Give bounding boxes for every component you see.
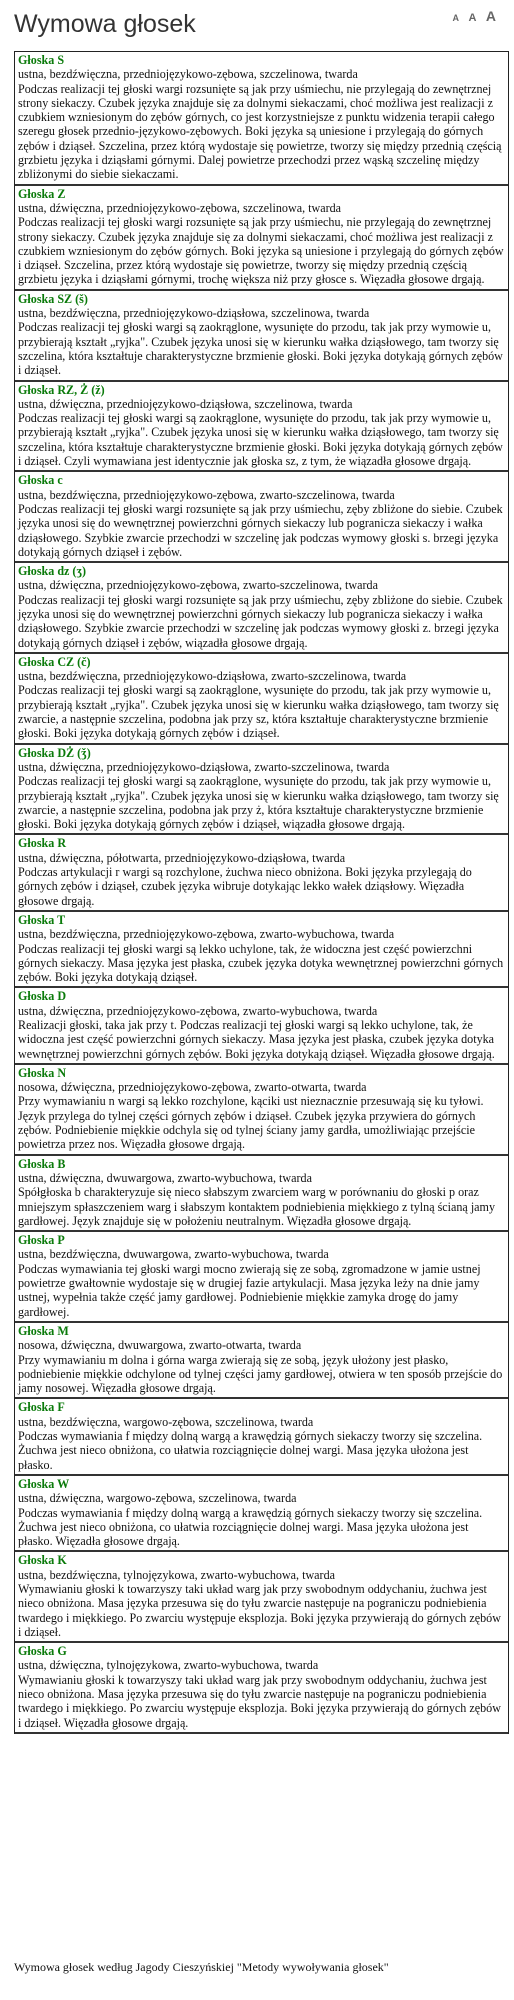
phoneme-description: Podczas realizacji tej głoski wargi są zaokrąglone, wysunięte do przodu, tak jak przy wymowie u, przybierają kształt „ryjka". Czubek języka unosi się w kierunku wałka dziąsłowego, tam tworzy się zwarcie, a następnie szczelina, podobna jak przy sz, która kształtuje charakterystyczne brzmienie głoski. Boki języka dotykają górnych zębów i dziąseł. [18, 683, 499, 741]
phoneme-classification: ustna, bezdźwięczna, przedniojęzykowo-dziąsłowa, szczelinowa, twarda [18, 306, 370, 321]
phoneme-name: Głoska c [18, 473, 63, 488]
phoneme-card [15, 1399, 508, 1475]
phoneme-card [15, 1232, 508, 1323]
phoneme-name: Głoska N [18, 1065, 67, 1080]
font-size-controls [448, 8, 496, 26]
phoneme-card [15, 52, 508, 186]
phoneme-classification: ustna, bezdźwięczna, przedniojęzykowo-zębowa, szczelinowa, twarda [18, 67, 358, 82]
phoneme-classification: ustna, dźwięczna, przedniojęzykowo-zębowa, szczelinowa, twarda [18, 200, 342, 215]
font-size-small-button[interactable]: A [452, 13, 460, 23]
phoneme-classification: ustna, bezdźwięczna, przedniojęzykowo-zębowa, zwarto-wybuchowa, twarda [18, 927, 395, 942]
phoneme-card [15, 745, 508, 836]
font-size-large-button[interactable]: A [485, 8, 496, 24]
phoneme-card [15, 1323, 508, 1399]
phoneme-description: Podczas realizacji tej głoski wargi rozsunięte są jak przy uśmiechu, zęby zbliżone do siebie. Czubek języka unosi się do wewnętrznej powierzchni górnych siekaczy lub pogranicza siekaczy i wałka dziąsłowego. Szybkie zwarcie przechodzi w szczelinę jak podczas wymowy głoski s. brzegi języka dotykają górnych dziąseł i zębów. [18, 501, 503, 559]
phoneme-description: Wymawianiu głoski k towarzyszy taki układ warg jak przy swobodnym oddychaniu, żuchwa jest nieco obniżona. Masa języka przesuwa się do tyłu zwarcie następuje na pograniczu podniebienia twardego i miękkiego. Po zwarciu występuje eksplozja. Boki języka przywierają do górnych zębów i dziąseł. Więzadła głosowe drgają. [18, 1672, 501, 1730]
phoneme-name: Głoska D [18, 989, 67, 1004]
phoneme-classification: ustna, bezdźwięczna, tylnojęzykowa, zwarto-wybuchowa, twarda [18, 1567, 335, 1582]
phoneme-description: Podczas realizacji tej głoski wargi rozsunięte są jak przy uśmiechu, zęby zbliżone do siebie. Czubek języka unosi się do wewnętrznej powierzchni górnych siekaczy lub pogranicza siekaczy i wałka dziąsłowego. Szybkie zwarcie przechodzi w szczelinę jak podczas wymowy głoski z. brzegi języka dotykają górnych dziąseł i zębów, wiązadła głosowe drgają. [18, 592, 503, 650]
phoneme-name: Głoska G [18, 1644, 67, 1659]
page-footer: Wymowa głosek według Jagody Cieszyńskiej "Metody wywoływania głosek" [14, 1960, 389, 1974]
phoneme-description: Podczas realizacji tej głoski wargi są zaokrąglone, wysunięte do przodu, tak jak przy wymowie u, przybierają kształt „ryjka". Czubek języka unosi się w kierunku wałka dziąsłowego, tam tworzy się szczelina, która kształtuje charakterystyczne brzmienie głoski. Boki języka dotykają górnych zębów i dziąseł. [18, 320, 503, 378]
phoneme-classification: ustna, bezdźwięczna, dwuwargowa, zwarto-wybuchowa, twarda [18, 1247, 329, 1262]
phoneme-name: Głoska RZ, Ż (ž) [18, 382, 105, 397]
phoneme-card [15, 186, 508, 291]
phoneme-name: Głoska W [18, 1476, 70, 1491]
phoneme-classification: ustna, dźwięczna, przedniojęzykowo-zębowa, zwarto-szczelinowa, twarda [18, 578, 378, 593]
phoneme-description: Podczas wymawiania f między dolną wargą a krawędzią górnych siekaczy tworzy się szczelina. Żuchwa jest nieco obniżona, co ułatwia rozciągnięcie dolnej wargi. Masa języka ułożona jest płasko. [18, 1429, 483, 1472]
phoneme-classification: ustna, dźwięczna, przedniojęzykowo-dziąsłowa, zwarto-szczelinowa, twarda [18, 759, 390, 774]
phoneme-classification: ustna, dźwięczna, wargowo-zębowa, szczelinowa, twarda [18, 1491, 297, 1506]
phoneme-classification: nosowa, dźwięczna, przedniojęzykowo-zębowa, zwarto-otwarta, twarda [18, 1080, 367, 1095]
phoneme-card [15, 472, 508, 563]
phoneme-description: Podczas realizacji tej głoski wargi są zaokrąglone, wysunięte do przodu, tak jak przy wymowie u, przybierają kształt „ryjka". Czubek języka unosi się w kierunku wałka dziąsłowego, tam tworzy się szczelina, która kształtuje charakterystyczne brzmienie głoski. Boki języka dotykają górnych zębów i dziąseł. Czyli wymawiana jest identycznie jak głoska sz, z tym, że wiązadła głosowe drgają. [18, 411, 503, 469]
phoneme-card [15, 835, 508, 911]
page-title: Wymowa głosek [14, 10, 196, 38]
phoneme-card [15, 1065, 508, 1156]
phoneme-name: Głoska B [18, 1156, 66, 1171]
phoneme-description: Podczas realizacji tej głoski wargi rozsunięte są jak przy uśmiechu, nie przylegają do zewnętrznej strony siekaczy. Czubek języka znajduje się za dolnymi siekaczami, choć możliwa jest realizacji z czubkiem wzniesionym do zębów górnych, co jest korzystniejsze z punktu widzenia terapii całego szeregu głosek przednio-językowo-zębowych. Boki języka są uniesione i przylegają do górnych zębów i dziąseł. Szczelina, przez którą wydostaje się powietrze, tworzy się między przednią częścią grzbietu języka i dziąsłami górnymi. Dalej powietrze przechodzi przez wąską szczelinę między zbliżonymi do siebie siekaczami. [18, 81, 502, 182]
phoneme-name: Głoska Z [18, 186, 66, 201]
phoneme-description: Przy wymawianiu n wargi są lekko rozchylone, kąciki ust nieznacznie przesuwają się ku tyłowi. Język przylega do tylnej części górnych zębów i dziąseł. Czubek języka przywiera do górnych zębów. Podniebienie miękkie odchyla się od tylnej ściany jamy gardła, umożliwiając przejście powietrza przez nos. Więzadła głosowe drgają. [18, 1094, 484, 1152]
phoneme-description: Podczas realizacji tej głoski wargi są lekko uchylone, tak, że widoczna jest część powierzchni górnych siekaczy. Masa języka jest płaska, czubek języka dotyka wewnętrznej powierzchni górnych zębów. Boki języka dotykają dziąseł. [18, 941, 504, 985]
phoneme-classification: ustna, bezdźwięczna, przedniojęzykowo-zębowa, zwarto-szczelinowa, twarda [18, 487, 395, 502]
phoneme-description: Wymawianiu głoski k towarzyszy taki układ warg jak przy swobodnym oddychaniu, żuchwa jest nieco obniżona. Masa języka przesuwa się do tyłu zwarcie następuje na pograniczu podniebienia twardego i miękkiego. Po zwarciu występuje eksplozja. Boki języka przywierają do górnych zębów i dziąseł. [18, 1581, 501, 1639]
phoneme-description: Spółgłoska b charakteryzuje się nieco słabszym zwarciem warg w porównaniu do głoski p oraz mniejszym spłaszczeniem warg i słabszym kontaktem podniebienia miękkiego z tylną ścianą jamy gardłowej. Język znajduje się w położeniu neutralnym. Więzadła głosowe drgają. [18, 1185, 496, 1228]
phoneme-classification: nosowa, dźwięczna, dwuwargowa, zwarto-otwarta, twarda [18, 1338, 302, 1353]
phoneme-description: Podczas wymawiania f między dolną wargą a krawędzią górnych siekaczy tworzy się szczelina. Żuchwa jest nieco obniżona, co ułatwia rozciągnięcie dolnej wargi. Masa języka ułożona jest płasko. Więzadła głosowe drgają. [18, 1505, 483, 1549]
phoneme-card [15, 291, 508, 382]
phoneme-name: Głoska P [18, 1233, 65, 1248]
phoneme-classification: ustna, dźwięczna, przedniojęzykowo-dziąsłowa, szczelinowa, twarda [18, 396, 353, 411]
phoneme-description: Podczas wymawiania tej głoski wargi mocno zwierają się ze sobą, zgromadzone w jamie ustnej powietrze gwałtownie wydostaje się w drugiej fazie artykulacji. Masa języka leży na dnie jamy ustnej, wypełnia także część jamy gardłowej. Podniebienie miękkie zamyka drogę do jamy gardłowej. [18, 1261, 481, 1319]
phoneme-name: Głoska DŻ (ǯ) [18, 745, 91, 760]
phoneme-description: Podczas realizacji tej głoski wargi rozsunięte są jak przy uśmiechu, nie przylegają do zewnętrznej strony siekaczy. Czubek języka znajduje się za dolnymi siekaczami, choć możliwa jest realizacji z czubkiem wzniesionym do zębów górnych. Boki języka są uniesione i przylegają do górnych zębów i dziąseł. Szczelina, przez którą wydostaje się powietrze, tworzy się między przednią częścią grzbietu języka i dziąsłami górnymi, trochę większa niż przy głosce s. Więzadła głosowe drgają. [18, 215, 504, 287]
phoneme-classification: ustna, dźwięczna, półotwarta, przedniojęzykowo-dziąsłowa, twarda [18, 850, 346, 865]
phoneme-card [15, 988, 508, 1064]
phoneme-card [15, 912, 508, 988]
phoneme-classification: ustna, dźwięczna, przedniojęzykowo-zębowa, zwarto-wybuchowa, twarda [18, 1003, 378, 1018]
phoneme-list [14, 51, 509, 1734]
phoneme-name: Głoska CZ (č) [18, 654, 91, 669]
phoneme-card [15, 382, 508, 473]
phoneme-card [15, 1643, 508, 1734]
phoneme-description: Podczas realizacji tej głoski wargi są zaokrąglone, wysunięte do przodu, tak jak przy wymowie u, przybierają kształt „ryjka". Czubek języka unosi się w kierunku wałka dziąsłowego, tam tworzy się zwarcie, a następnie szczelina, podobna jak przy ż, która kształtuje charakterystyczne brzmienie głoski. Boki języka dotykają górnych zębów i dziąseł, wiązadła głosowe drgają. [18, 774, 499, 832]
phoneme-description: Przy wymawianiu m dolna i górna warga zwierają się ze sobą, język ułożony jest płasko, podniebienie miękkie odchylone od tylnej części jamy gardłowej, otwiera w ten sposób przejście do jamy nosowej. Więzadła głosowe drgają. [18, 1352, 503, 1396]
phoneme-card [15, 1156, 508, 1232]
phoneme-name: Głoska S [18, 53, 65, 67]
phoneme-name: Głoska M [18, 1323, 69, 1338]
phoneme-card [15, 654, 508, 745]
phoneme-classification: ustna, bezdźwięczna, przedniojęzykowo-dziąsłowa, zwarto-szczelinowa, twarda [18, 669, 407, 684]
phoneme-name: Głoska R [18, 836, 67, 851]
phoneme-name: Głoska T [18, 912, 66, 927]
phoneme-classification: ustna, dźwięczna, tylnojęzykowa, zwarto-wybuchowa, twarda [18, 1658, 319, 1673]
font-size-medium-button[interactable]: A [468, 12, 477, 24]
phoneme-card [15, 1476, 508, 1552]
phoneme-card [15, 1552, 508, 1643]
phoneme-name: Głoska dz (ʒ) [18, 564, 87, 579]
phoneme-classification: ustna, dźwięczna, dwuwargowa, zwarto-wybuchowa, twarda [18, 1170, 312, 1185]
phoneme-name: Głoska F [18, 1400, 65, 1415]
phoneme-name: Głoska K [18, 1553, 67, 1568]
phoneme-classification: ustna, bezdźwięczna, wargowo-zębowa, szczelinowa, twarda [18, 1414, 314, 1429]
phoneme-card [15, 563, 508, 654]
phoneme-name: Głoska SZ (š) [18, 291, 88, 306]
phoneme-description: Podczas artykulacji r wargi są rozchylone, żuchwa nieco obniżona. Boki języka przylegają do górnych zębów i dziąseł, czubek języka wibruje dotykając lekko wałek dziąsłowy. Więzadła głosowe drgają. [18, 865, 472, 908]
phoneme-description: Realizacji głoski, taka jak przy t. Podczas realizacji tej głoski wargi są lekko uchylone, tak, że widoczna jest część powierzchni górnych siekaczy. Masa języka jest płaska, czubek języka dotyka wewnętrznej powierzchni górnych zębów. Boki języka dotykają dziąseł. Więzadła głosowe drgają. [18, 1018, 495, 1061]
